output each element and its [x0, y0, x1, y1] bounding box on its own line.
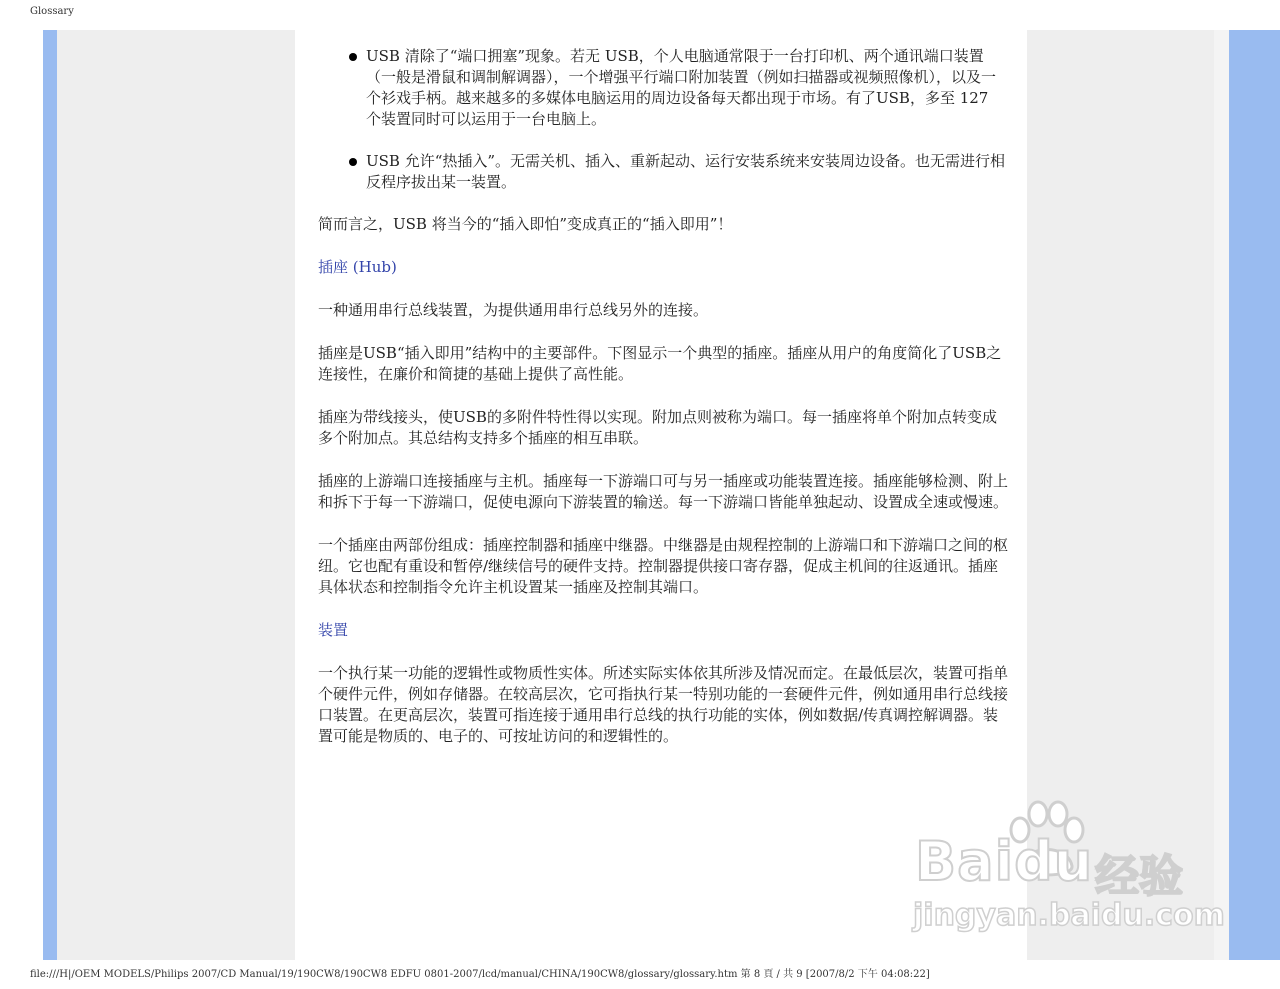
hub-paragraph: 一种通用串行总线装置，为提供通用串行总线另外的连接。 — [318, 301, 709, 319]
right-gray-strip — [1214, 30, 1229, 960]
heading-hub[interactable]: 插座 (Hub) — [318, 258, 397, 276]
heading-device[interactable]: 装置 — [318, 621, 349, 639]
baidu-jingyan-watermark — [905, 800, 1225, 940]
bullet-icon — [349, 158, 357, 166]
bullet-icon — [349, 53, 357, 61]
watermark-url: jingyan.baidu.com — [913, 898, 1225, 933]
hub-paragraph: 插座是USB“插入即用”结构中的主要部件。下图显示一个典型的插座。插座从用户的角度简化了USB之连接性，在廉价和简捷的基础上提供了高性能。 — [318, 344, 1002, 383]
hub-paragraph: 插座为带线接头，使USB的多附件特性得以实现。附加点则被称为端口。每一插座将单个附加点转变成多个附加点。其总结构支持多个插座的相互串联。 — [318, 408, 997, 447]
list-item-text: USB 清除了“端口拥塞”现象。若无 USB，个人电脑通常限于一台打印机、两个通讯端口装置（一般是滑鼠和调制解调器），一个增强平行端口附加装置（例如扫描器或视频照像机），以及一个衫戏手柄。越来越多的多媒体电脑运用的周边设备每天都出现于市场。有了USB，多至 127 个装置同时可以运用于一台电脑上。 — [366, 47, 997, 128]
page-header-title: Glossary — [30, 6, 74, 17]
device-paragraph: 一个执行某一功能的逻辑性或物质性实体。所述实际实体依其所涉及情况而定。在最低层次，装置可指单个硬件元件，例如存储器。在较高层次，它可指执行某一特别功能的一套硬件元件，例如通用串行总线接口装置。在更高层次，装置可指连接于通用串行总线的执行功能的实体，例如数据/传真调控解调器。装置可能是物质的、电子的、可按址访问的和逻辑性的。 — [318, 664, 1009, 745]
hub-paragraph: 一个插座由两部份组成：插座控制器和插座中继器。中继器是由规程控制的上游端口和下游端口之间的枢纽。它也配有重设和暂停/继续信号的硬件支持。控制器提供接口寄存器，促成主机间的往返通讯。插座具体状态和控制指令允许主机设置某一插座及控制其端口。 — [318, 536, 1009, 596]
list-item — [318, 151, 1008, 193]
usb-summary: 简而言之，USB 将当今的“插入即怕”变成真正的“插入即用”！ — [318, 215, 733, 233]
list-item-text: USB 允许“热插入”。无需关机、插入、重新起动、运行安装系统来安装周边设备。也无需进行相反程序拔出某一装置。 — [366, 152, 1006, 191]
page-footer-path: file:///H|/OEM MODELS/Philips 2007/CD Manual/19/190CW8/190CW8 EDFU 0801-2007/lcd/manual/CHINA/190CW8/glossary/glossary.htm 第 8 頁 / 共 9 [2007/8/2 下午 04:08:22] — [30, 969, 930, 980]
watermark-brand: Baidu — [915, 830, 1094, 893]
left-gray-column — [57, 30, 295, 960]
list-item — [318, 46, 1008, 130]
hub-paragraph: 插座的上游端口连接插座与主机。插座每一下游端口可与另一插座或功能装置连接。插座能够检测、附上和拆下于每一下游端口，促使电源向下游装置的输送。每一下游端口皆能单独起动、设置成全速或慢速。 — [318, 472, 1009, 511]
left-blue-column — [43, 30, 57, 960]
usb-benefits-list — [318, 46, 1008, 193]
right-blue-column — [1229, 30, 1280, 960]
glossary-content — [318, 46, 1008, 769]
watermark-cn: 经验 — [1095, 851, 1183, 902]
